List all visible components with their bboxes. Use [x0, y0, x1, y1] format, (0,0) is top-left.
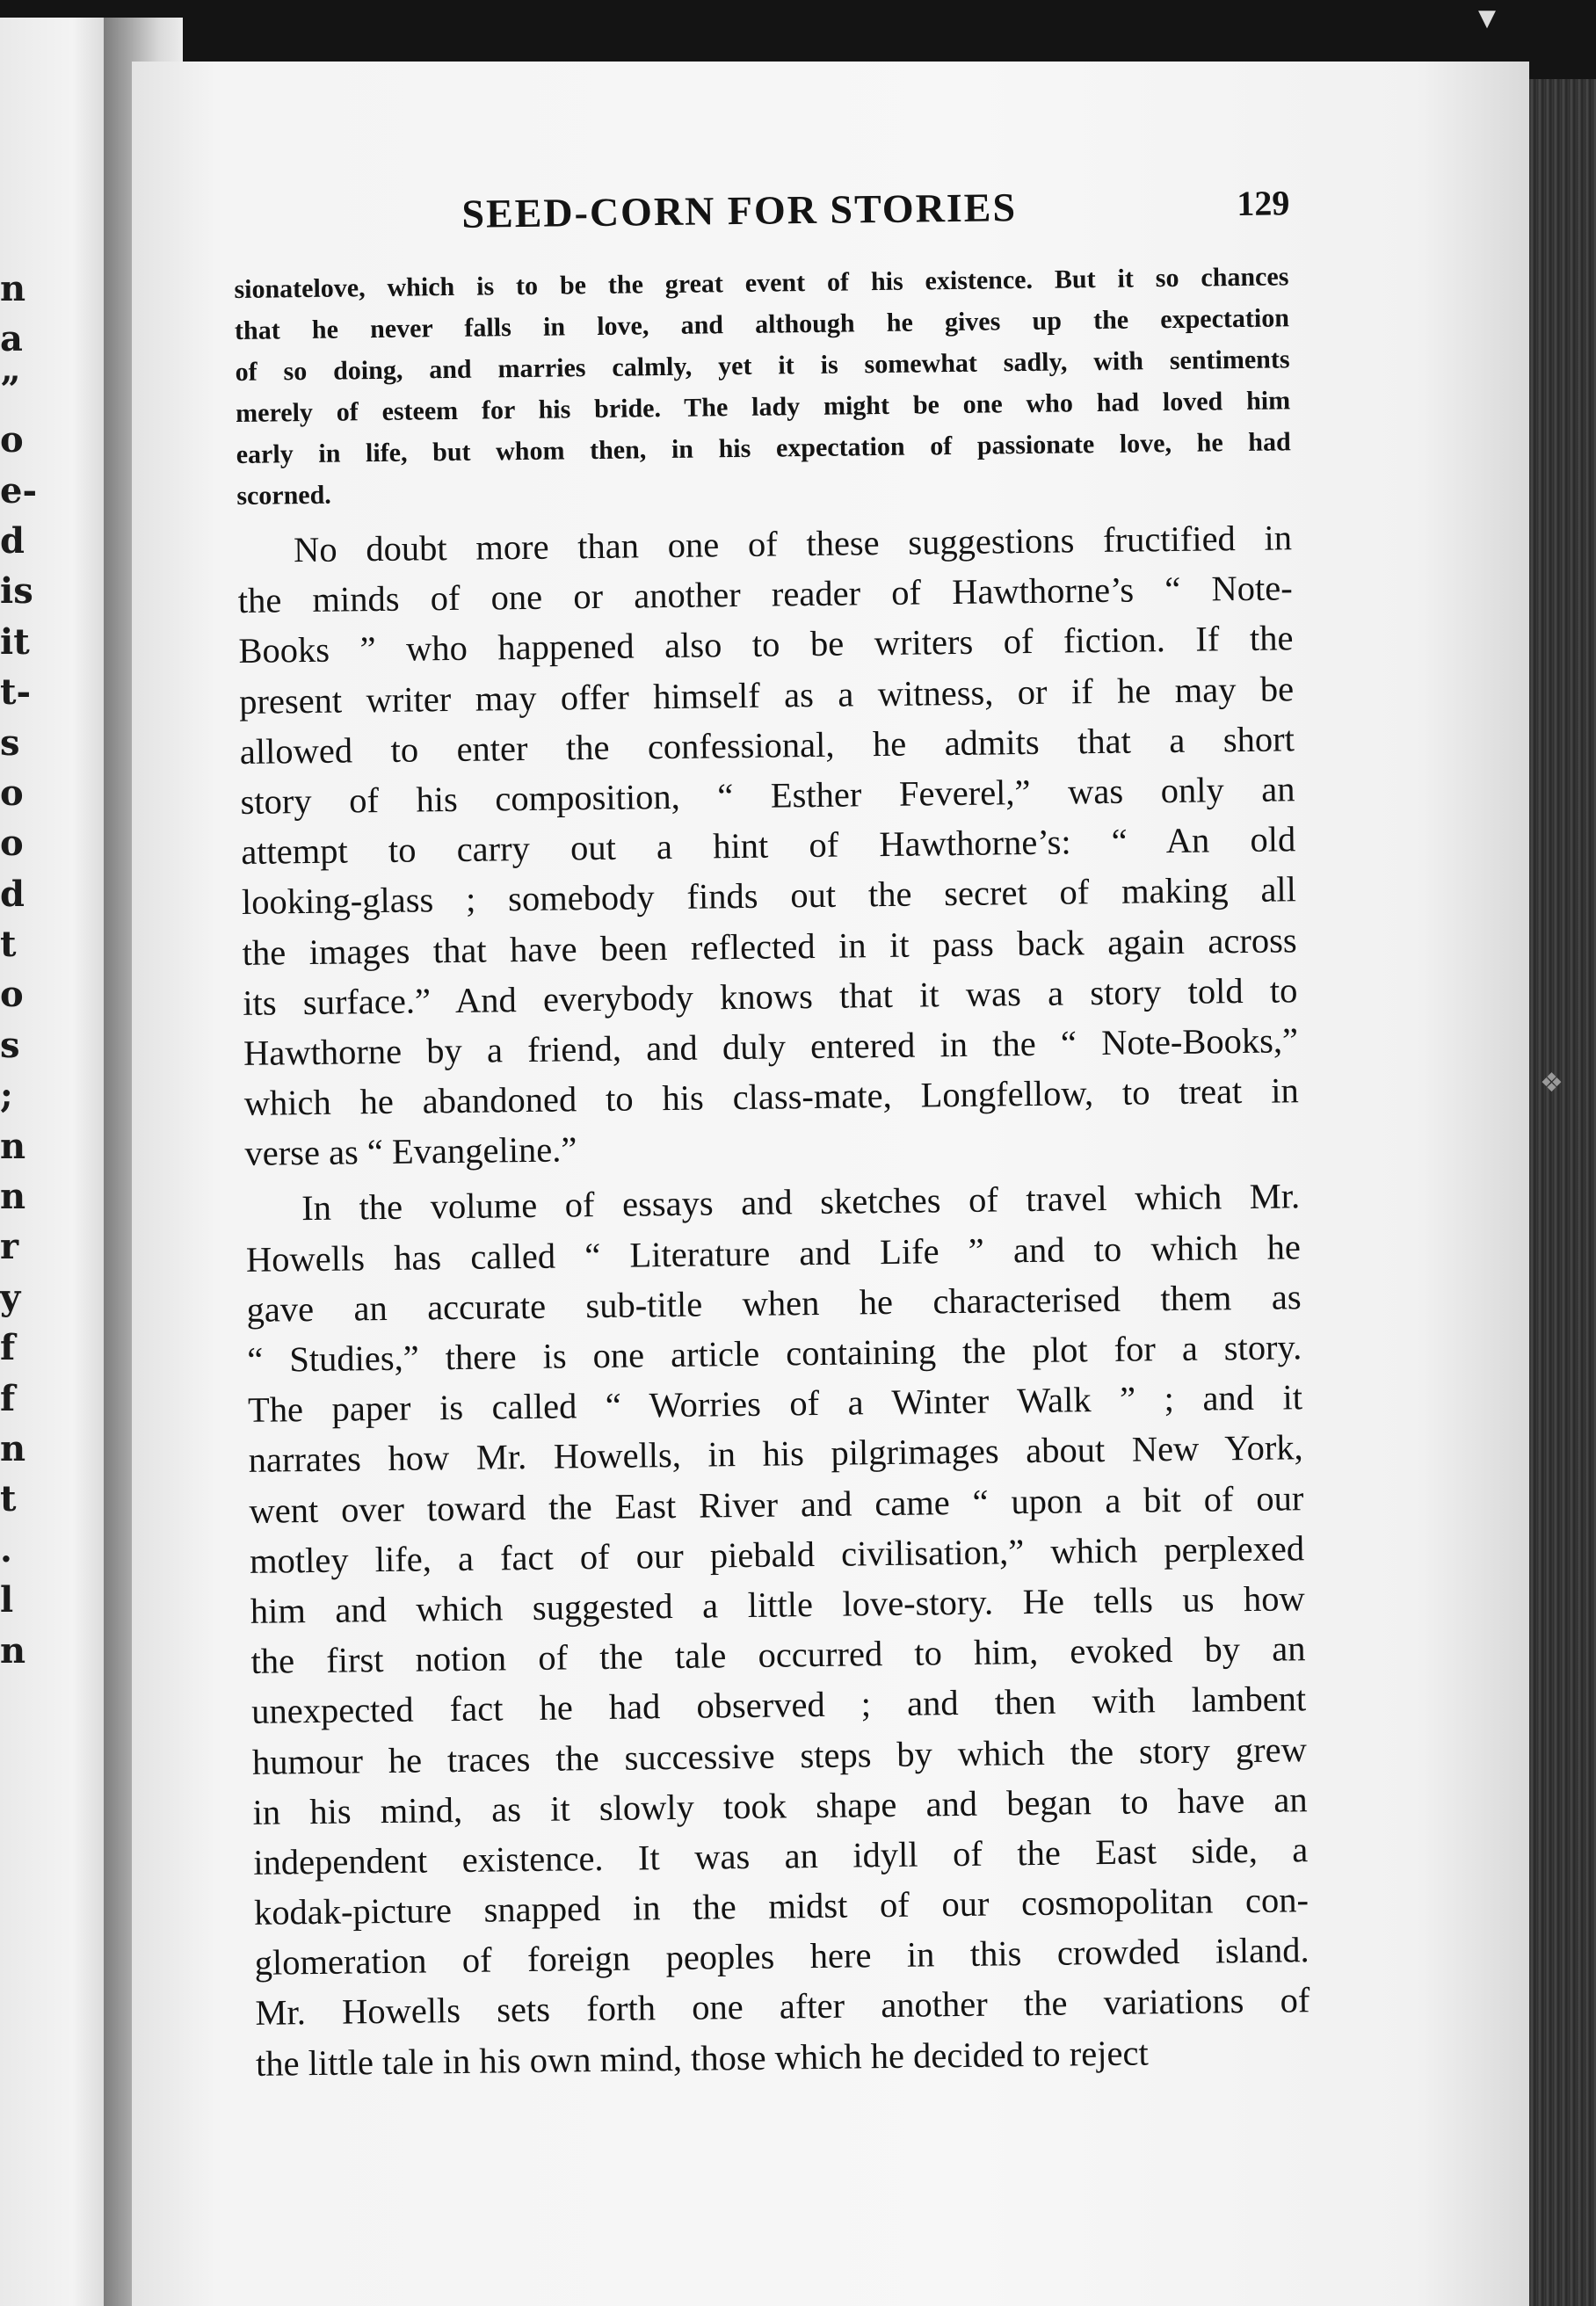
facing-page-fragment: d: [0, 519, 25, 562]
facing-page-fragment: r: [0, 1226, 19, 1268]
paragraph: [237, 512, 1300, 1178]
text-line: which he abandoned to his class-mate, Longfellow, to treat in: [243, 1070, 1299, 1123]
facing-page-fragment: .: [0, 1528, 12, 1570]
text-line: independent existence. It was an idyll of the East side, a: [253, 1830, 1309, 1882]
book-edge: [1529, 79, 1596, 2306]
body-paragraphs: [237, 512, 1311, 2088]
facing-page-fragment: is: [0, 570, 33, 613]
quote-line: scorned.: [236, 480, 332, 511]
text-line: motley life, a fact of our piebald civilisation,” which perplexed: [249, 1527, 1305, 1581]
facing-page-fragment: o: [0, 419, 24, 461]
facing-page-fragment: a: [0, 318, 23, 360]
text-line: The paper is called “ Worries of a Winter Walk ” ; and it: [247, 1377, 1303, 1431]
facing-page-fragment: ”: [0, 368, 21, 410]
text-line: “ Studies,” there is one article containing the plot for a story.: [247, 1327, 1302, 1380]
text-line: humour he traces the successive steps by which the story grew: [251, 1729, 1308, 1782]
text-line: narrates how Mr. Howells, in his pilgrimages about New York,: [248, 1427, 1303, 1481]
facing-page-fragment: ;: [0, 1075, 13, 1117]
facing-page-fragment: n: [0, 1629, 26, 1671]
facing-page-fragment: d: [0, 873, 25, 915]
text-line: In the volume of essays and sketches of travel which Mr.: [301, 1176, 1301, 1229]
running-head: SEED-CORN FOR STORIES: [461, 185, 1018, 236]
edge-mark: ❖: [1540, 1068, 1563, 1099]
text-line: attempt to carry out a hint of Hawthorne’s: “ An old: [241, 819, 1296, 873]
facing-page-fragment: it: [0, 620, 30, 663]
text-line: kodak-picture snapped in the midst of our cosmopolitan con-: [253, 1880, 1309, 1933]
text-line: glomeration of foreign peoples here in this crowded island.: [254, 1930, 1309, 1983]
quote-line: early in life, but whom then, in his expectation of passionate love, he had: [236, 427, 1291, 469]
scan-corner-mark: ▼: [1478, 5, 1496, 32]
facing-page-fragment: o: [0, 772, 24, 814]
quote-line: merely of esteem for his bride. The lady might be one who had loved him: [235, 386, 1291, 428]
text-line: looking-glass ; somebody finds out the secret of making all: [241, 869, 1297, 923]
text-line: Hawthorne by a friend, and duly entered in the “ Note-Books,”: [243, 1020, 1299, 1073]
text-line: went over toward the East River and came “ upon a bit of our: [249, 1477, 1304, 1531]
page-text: [233, 171, 1310, 2088]
text-line: the little tale in his own mind, those which he decided to reject: [255, 2033, 1149, 2084]
quote-line: of so doing, and marries calmly, yet it is somewhat sadly, with sentiments: [235, 344, 1290, 387]
page-header: [233, 171, 1288, 255]
block-quote: [234, 256, 1291, 517]
facing-page-fragment: o: [0, 823, 24, 865]
text-line: Howells has called “ Literature and Life ” and to which he: [245, 1226, 1302, 1280]
text-line: present writer may offer himself as a witness, or if he may be: [238, 668, 1295, 722]
text-line: allowed to enter the confessional, he admits that a short: [239, 719, 1295, 772]
facing-page-fragment: s: [0, 1024, 20, 1066]
facing-page-fragment: n: [0, 268, 26, 309]
facing-page-fragment: t: [0, 924, 17, 966]
text-line: unexpected fact he had observed ; and then with lambent: [250, 1679, 1307, 1732]
facing-page-fragment: t-: [0, 671, 32, 714]
facing-page-fragment: n: [0, 1427, 26, 1469]
quote-line: that he never falls in love, and although he gives up the expectation: [234, 303, 1290, 345]
text-line: Books ” who happened also to be writers of fiction. If the: [238, 618, 1294, 671]
paragraph: [245, 1171, 1310, 2089]
facing-page-fragment: f: [0, 1327, 16, 1369]
text-line: him and which suggested a little love-story. He tells us how: [250, 1578, 1306, 1631]
text-line: its surface.” And everybody knows that it was a story told to: [243, 969, 1298, 1023]
text-line: No doubt more than one of these suggestions fructified in: [293, 518, 1293, 570]
facing-page-fragment: l: [0, 1579, 14, 1621]
facing-page-fragment: f: [0, 1377, 16, 1419]
text-line: in his mind, as it slowly took shape and began to have an: [252, 1779, 1308, 1832]
text-line: verse as “ Evangeline.”: [244, 1129, 577, 1174]
text-line: the minds of one or another reader of Hawthorne’s “ Note-: [237, 568, 1293, 621]
facing-page-fragment: y: [0, 1276, 21, 1318]
facing-page-fragment: s: [0, 722, 20, 764]
text-line: the first notion of the tale occurred to him, evoked by an: [250, 1628, 1306, 1681]
quote-line: sionatelove, which is to be the great event of his existence. But it so chances: [234, 262, 1289, 304]
text-line: story of his composition, “ Esther Feverel,” was only an: [240, 769, 1295, 822]
facing-page-text-fragments: [0, 264, 38, 1676]
facing-page-fragment: n: [0, 1176, 26, 1218]
text-line: gave an accurate sub-title when he characterised them as: [246, 1277, 1302, 1330]
facing-page-fragment: t: [0, 1478, 17, 1520]
facing-page-fragment: e-: [0, 469, 38, 511]
page-number: 129: [1237, 183, 1290, 224]
text-line: Mr. Howells sets forth one after another the variations of: [255, 1980, 1310, 2034]
text-line: the images that have been reflected in it pass back again across: [242, 919, 1297, 973]
facing-page-fragment: o: [0, 974, 24, 1016]
facing-page-fragment: n: [0, 1125, 26, 1167]
